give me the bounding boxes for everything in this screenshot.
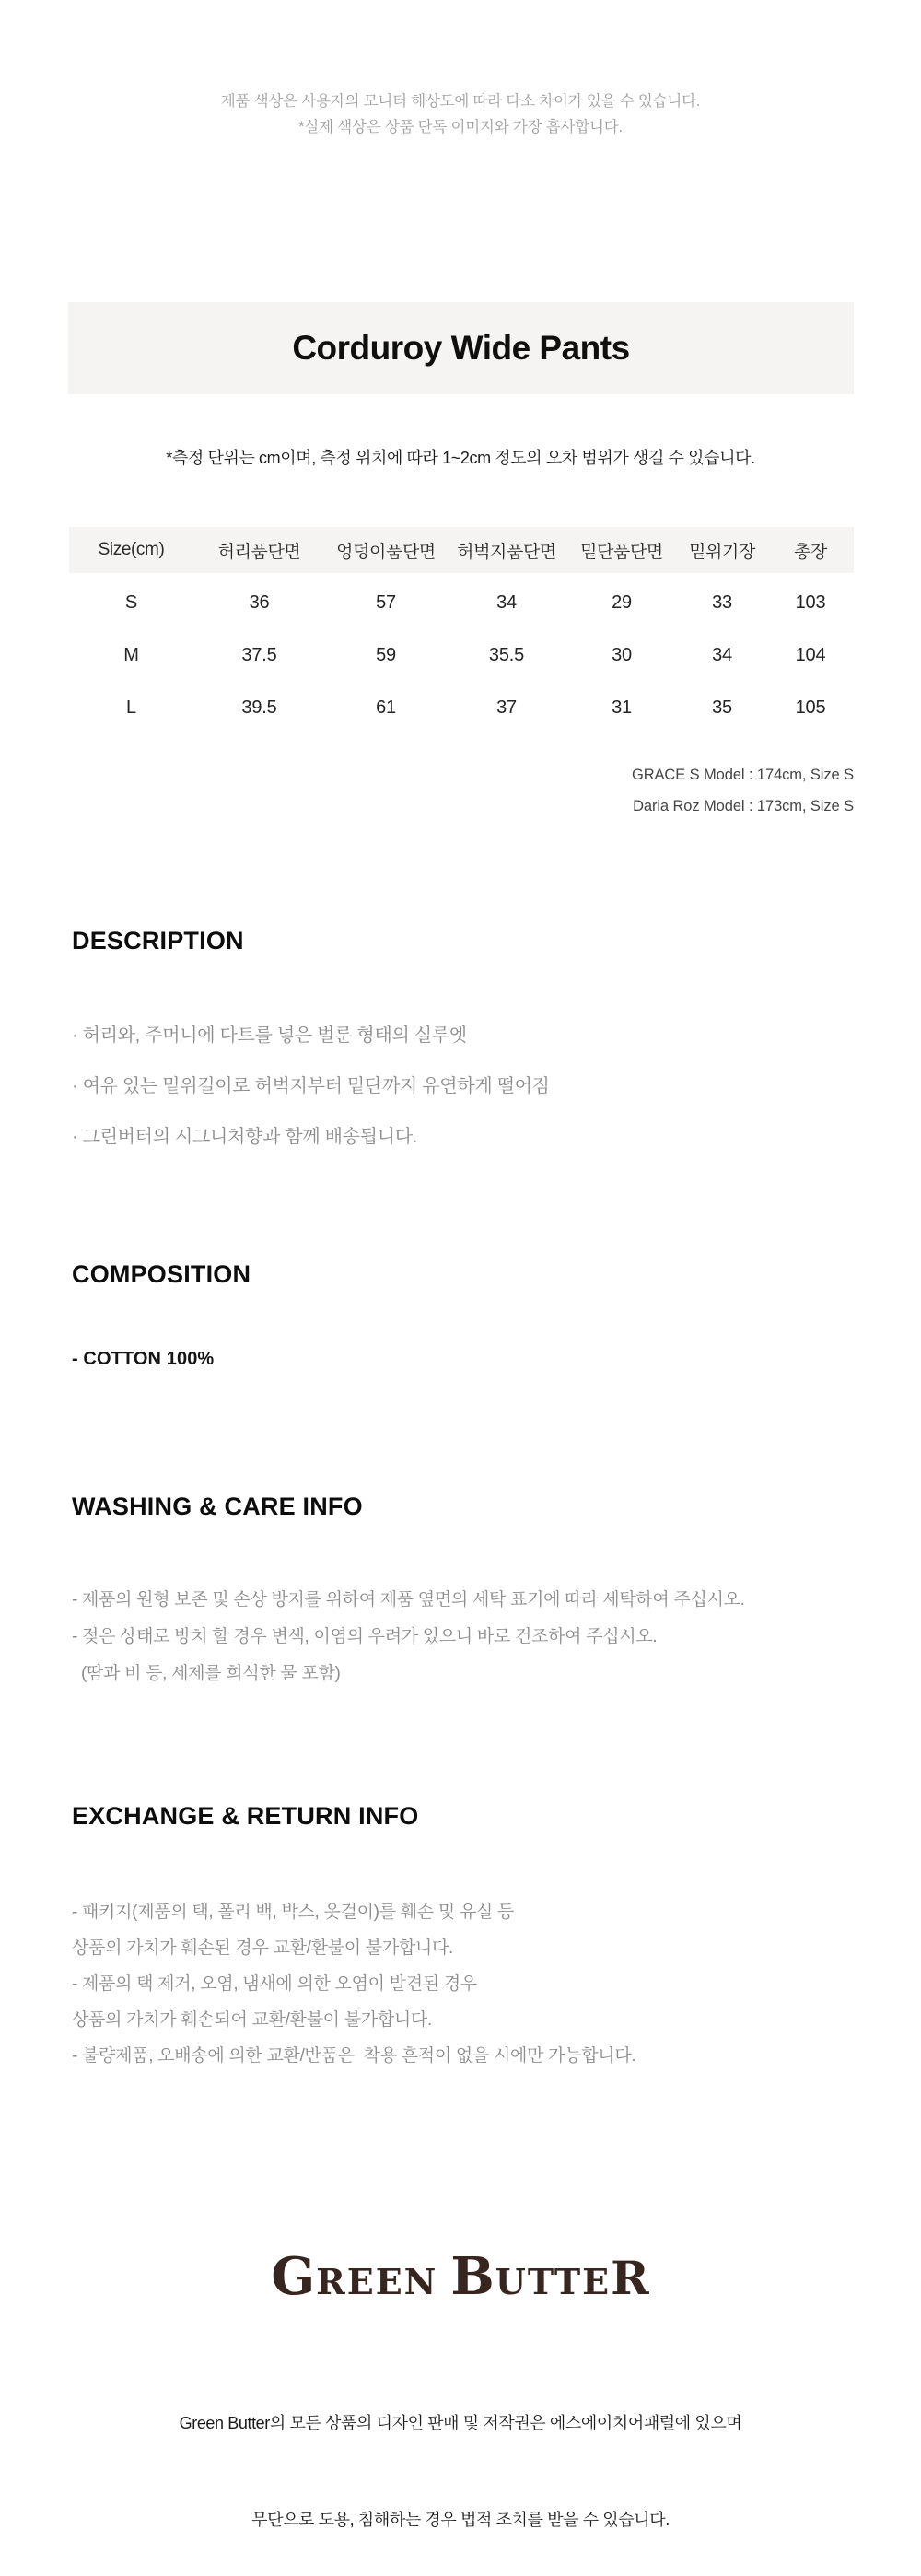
size-table-cell: 59	[376, 645, 396, 665]
size-table-cell: 34	[712, 645, 732, 665]
disclaimer-line-1: 제품 색상은 사용자의 모니터 해상도에 따라 다소 차이가 있을 수 있습니다.	[220, 93, 701, 110]
washing-care-list	[72, 1582, 884, 1692]
size-table-cell: 33	[712, 592, 732, 613]
exchange-return-heading: EXCHANGE & RETURN INFO	[72, 1802, 419, 1830]
exchange-return-list	[72, 1894, 884, 2074]
size-table-cell: 105	[795, 697, 826, 718]
logo-text-reen: REEN	[316, 2261, 438, 2302]
description-heading: DESCRIPTION	[72, 927, 244, 954]
size-table-cell: M	[123, 645, 139, 665]
size-table-header-row	[69, 527, 854, 573]
copyright-notice	[0, 2343, 921, 2576]
size-table-header-cell: Size(cm)	[98, 540, 165, 559]
disclaimer-line-2: *실제 색상은 상품 단독 이미지와 가장 흡사합니다.	[298, 119, 623, 135]
logo-letter-g: G	[271, 2246, 317, 2307]
size-table-header-cell: 엉덩이품단면	[336, 542, 436, 562]
logo-letter-r: R	[611, 2251, 650, 2305]
description-item: · 여유 있는 밑위길이로 허벅지부터 밑단까지 유연하게 떨어짐	[72, 1076, 550, 1096]
size-table-header-cell: 허벅지품단면	[457, 542, 556, 562]
exchange-return-line: 상품의 가치가 훼손된 경우 교환/환불이 불가합니다.	[72, 1938, 453, 1958]
size-table-header-cell: 허리품단면	[217, 542, 301, 562]
size-table-header-cell: 밑위기장	[689, 542, 755, 562]
size-table-cell: 31	[612, 697, 632, 718]
product-title: Corduroy Wide Pants	[292, 329, 630, 367]
washing-care-line: - 젖은 상태로 방치 할 경우 변색, 이염의 우려가 있으니 바로 건조하여 주십시오.	[72, 1627, 658, 1646]
size-table-body	[69, 573, 854, 734]
size-table-cell: 29	[612, 592, 632, 613]
copyright-line-2: 무단으로 도용, 침해하는 경우 법적 조치를 받을 수 있습니다.	[251, 2511, 670, 2529]
description-item: · 허리와, 주머니에 다트를 넣은 벌룬 형태의 실루엣	[72, 1025, 467, 1046]
size-table-cell: 39.5	[241, 697, 277, 718]
size-table-row	[69, 682, 854, 734]
composition-heading: COMPOSITION	[72, 1260, 251, 1288]
description-item: · 그린버터의 시그니처향과 함께 배송됩니다.	[72, 1127, 418, 1147]
model-size-info	[632, 759, 854, 822]
size-table-cell: 35	[712, 697, 732, 718]
size-table-cell: 37	[496, 697, 517, 718]
composition-value: - COTTON 100%	[72, 1349, 215, 1369]
exchange-return-line: 상품의 가치가 훼손되어 교환/환불이 불가합니다.	[72, 2010, 432, 2030]
description-list	[72, 1011, 884, 1163]
washing-care-heading: WASHING & CARE INFO	[72, 1493, 363, 1520]
size-table-row	[69, 629, 854, 682]
size-table-cell: S	[124, 592, 138, 613]
size-table-header-cell: 총장	[794, 542, 827, 562]
size-table-row	[69, 577, 854, 629]
logo-letter-b: B	[450, 2246, 495, 2307]
size-table-header-cell: 밑단품단면	[580, 542, 663, 562]
exchange-return-line: - 불량제품, 오배송에 의한 교환/반품은 착용 흔적이 없을 시에만 가능합니다.	[72, 2046, 636, 2066]
exchange-return-line: - 제품의 택 제거, 오염, 냄새에 의한 오염이 발견된 경우	[72, 1974, 477, 1994]
measurement-note: *측정 단위는 cm이며, 측정 위치에 따라 1~2cm 정도의 오차 범위가 생길 수 있습니다.	[166, 449, 755, 467]
size-table-cell: 35.5	[488, 645, 525, 665]
washing-care-line: (땀과 비 등, 세제를 희석한 물 포함)	[72, 1664, 341, 1683]
color-disclaimer	[0, 88, 921, 140]
logo-text-utte: UTTE	[495, 2261, 612, 2302]
size-table-cell: 37.5	[241, 645, 277, 665]
exchange-return-line: - 패키지(제품의 택, 폴리 백, 박스, 옷걸이)를 훼손 및 유실 등	[72, 1903, 514, 1922]
size-table-cell: 36	[249, 592, 270, 613]
size-table-cell: 34	[496, 592, 517, 613]
size-table-cell: 61	[376, 697, 396, 718]
model-info-line-2: Daria Roz Model : 173cm, Size S	[633, 798, 854, 814]
size-table-cell: 104	[795, 645, 826, 665]
size-table-cell: 57	[376, 592, 396, 613]
copyright-line-1: Green Butter의 모든 상품의 디자인 판매 및 저작권은 에스에이치어패럴에 있으며	[179, 2414, 742, 2432]
size-table	[69, 527, 854, 734]
green-butter-logo	[0, 2246, 921, 2307]
size-table-cell: 103	[795, 592, 826, 613]
product-title-banner	[68, 302, 854, 394]
size-table-cell: 30	[612, 645, 632, 665]
model-info-line-1: GRACE S Model : 174cm, Size S	[631, 767, 854, 783]
washing-care-line: - 제품의 원형 보존 및 손상 방지를 위하여 제품 옆면의 세탁 표기에 따라 세탁하여 주십시오.	[72, 1590, 745, 1610]
size-table-cell: L	[126, 697, 136, 718]
